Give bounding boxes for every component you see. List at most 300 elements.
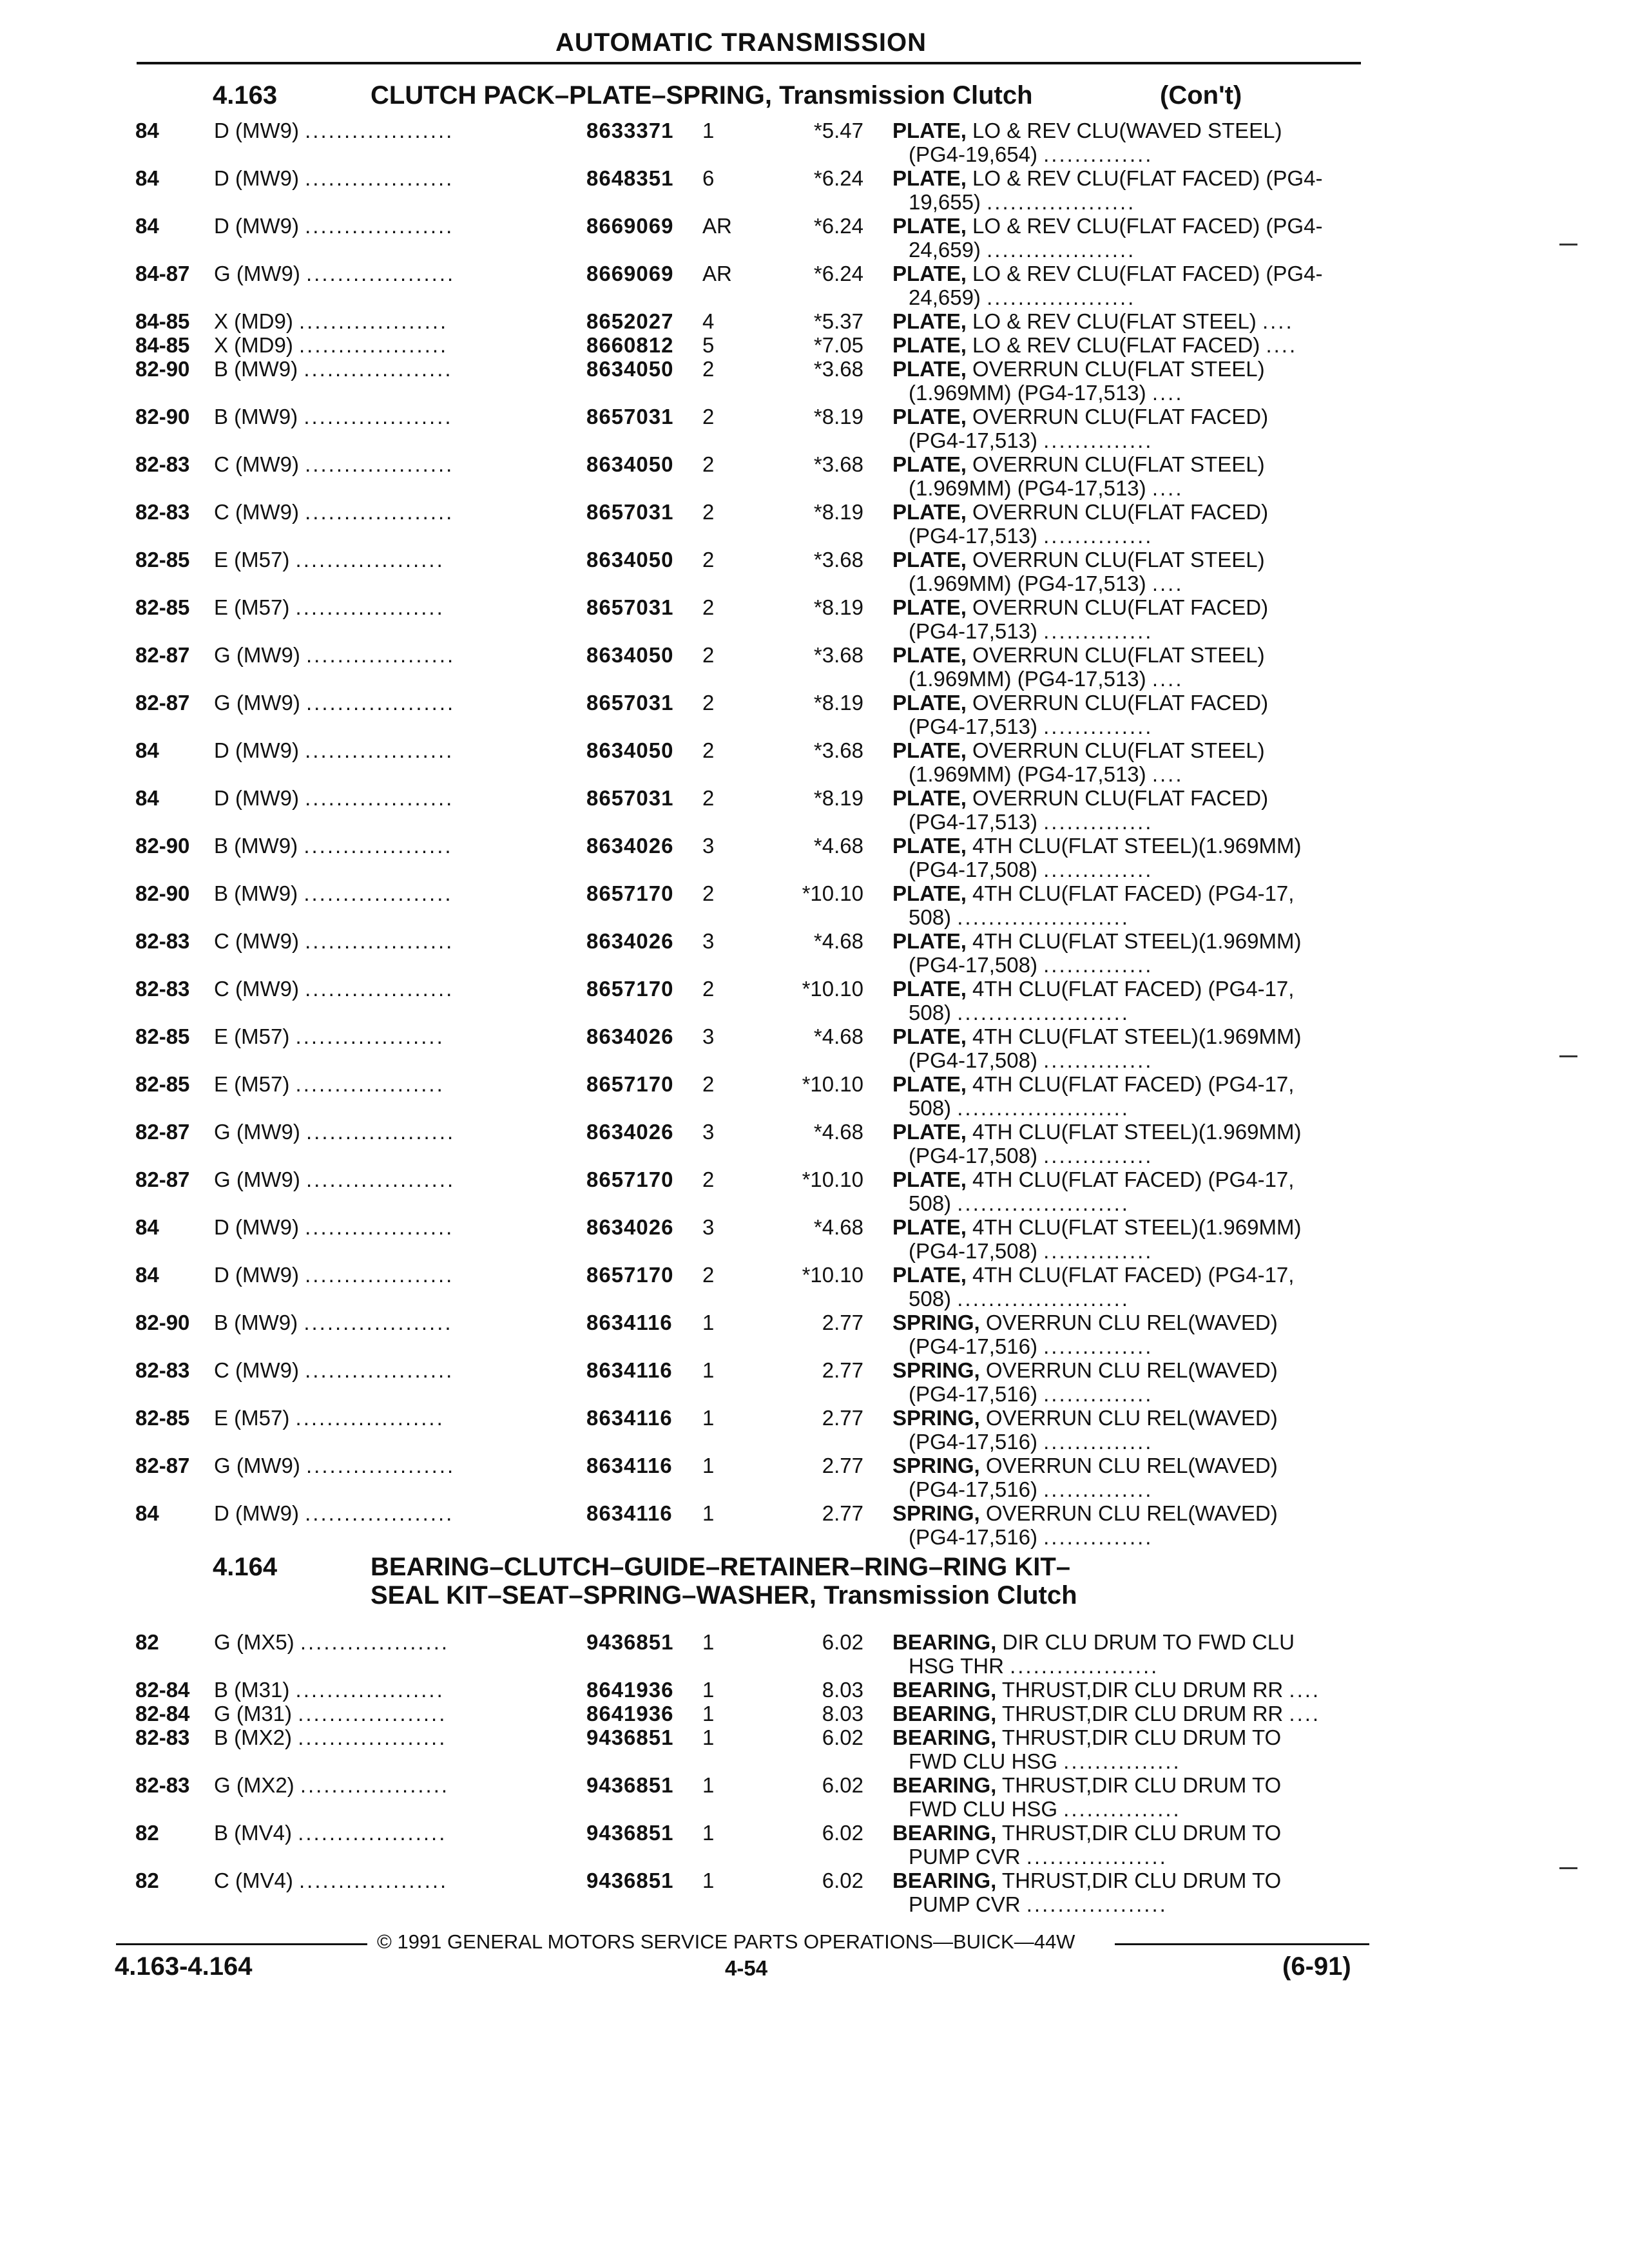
part-detail-cont: 24,659) xyxy=(909,285,981,309)
part-detail-cont: (PG4-17,508) xyxy=(909,1239,1037,1263)
table-row xyxy=(0,1773,1418,1821)
model-code xyxy=(214,834,453,858)
margin-mark xyxy=(1559,1055,1577,1057)
quantity: 2 xyxy=(702,500,715,524)
part-detail-cont: (PG4-17,513) xyxy=(909,715,1037,738)
model-code-text: B (MW9) xyxy=(214,881,298,905)
years: 82-85 xyxy=(135,595,190,619)
part-detail: THRUST,DIR CLU DRUM TO xyxy=(996,1773,1282,1797)
leader-dots: ................... xyxy=(305,1168,456,1191)
section-number: 4.164 xyxy=(213,1553,278,1581)
part-name: SPRING, xyxy=(892,1358,980,1382)
description-line-1 xyxy=(892,1358,1356,1382)
description-line-1 xyxy=(892,595,1356,619)
part-detail: OVERRUN CLU(FLAT FACED) xyxy=(966,405,1269,428)
part-name: PLATE, xyxy=(892,977,967,1001)
description-line-1 xyxy=(892,1024,1356,1048)
description-line-1 xyxy=(892,691,1356,715)
model-code-text: B (MW9) xyxy=(214,1311,298,1334)
model-code-text: C (MW9) xyxy=(214,977,299,1001)
price: *6.24 xyxy=(813,214,863,238)
model-code-text: G (MW9) xyxy=(214,1168,300,1191)
leader-dots: ................... xyxy=(1010,1654,1159,1678)
part-number: 8652027 xyxy=(586,309,674,333)
part-name: SPRING, xyxy=(892,1311,980,1334)
leader-dots: ................... xyxy=(298,1725,447,1749)
description-line-2 xyxy=(892,858,1356,881)
years: 82-87 xyxy=(135,1454,190,1477)
quantity: 3 xyxy=(702,834,715,858)
years: 84 xyxy=(135,1263,159,1287)
leader-dots: ................... xyxy=(305,1358,454,1382)
page-title: AUTOMATIC TRANSMISSION xyxy=(555,28,927,57)
years: 82 xyxy=(135,1630,159,1654)
part-detail-cont: PUMP CVR xyxy=(909,1892,1021,1916)
quantity: 1 xyxy=(702,1702,715,1725)
part-number: 8669069 xyxy=(586,262,674,285)
years: 82-83 xyxy=(135,1725,190,1749)
part-name: PLATE, xyxy=(892,834,967,858)
part-name: PLATE, xyxy=(892,166,967,190)
quantity: 6 xyxy=(702,166,715,190)
leader-dots: .............. xyxy=(1043,619,1153,643)
part-number: 8657170 xyxy=(586,881,674,905)
leader-dots: ...................... xyxy=(957,1191,1130,1215)
description-line-1 xyxy=(892,1702,1356,1725)
price: *7.05 xyxy=(813,333,863,357)
years: 84-87 xyxy=(135,262,190,285)
description-line-2 xyxy=(892,1654,1356,1678)
description-line-2 xyxy=(892,238,1356,262)
table-row xyxy=(0,166,1418,214)
model-code xyxy=(214,262,455,285)
description xyxy=(892,405,1356,452)
description xyxy=(892,1454,1356,1501)
part-detail-cont: (1.969MM) (PG4-17,513) xyxy=(909,476,1146,500)
quantity: 1 xyxy=(702,1358,715,1382)
model-code-text: E (M57) xyxy=(214,1072,290,1096)
leader-dots: ................... xyxy=(305,1120,456,1144)
table-row xyxy=(0,1678,1418,1702)
leader-dots: ................... xyxy=(299,333,448,357)
part-name: PLATE, xyxy=(892,1072,967,1096)
description-line-2 xyxy=(892,1797,1356,1821)
leader-dots: ...................... xyxy=(957,1096,1130,1120)
part-detail: OVERRUN CLU(FLAT STEEL) xyxy=(966,357,1265,381)
description xyxy=(892,977,1356,1024)
description-line-2 xyxy=(892,1892,1356,1916)
description xyxy=(892,333,1356,357)
quantity: 1 xyxy=(702,1725,715,1749)
model-code-text: X (MD9) xyxy=(214,333,293,357)
price: *10.10 xyxy=(802,881,863,905)
part-name: BEARING, xyxy=(892,1821,997,1845)
model-code xyxy=(214,357,453,381)
price: *4.68 xyxy=(813,1024,863,1048)
part-number: 8634050 xyxy=(586,548,674,572)
model-code xyxy=(214,1501,454,1525)
part-number: 8657031 xyxy=(586,691,674,715)
section-title: CLUTCH PACK–PLATE–SPRING, Transmission Clutch xyxy=(371,81,1033,110)
footer-rule-left xyxy=(116,1943,367,1945)
model-code-text: B (MX2) xyxy=(214,1725,293,1749)
part-name: SPRING, xyxy=(892,1406,980,1430)
table-row xyxy=(0,1501,1418,1549)
leader-dots: ................... xyxy=(305,1215,454,1239)
model-code-text: D (MW9) xyxy=(214,1501,299,1525)
part-detail: LO & REV CLU(FLAT FACED) (PG4- xyxy=(966,214,1323,238)
model-code xyxy=(214,1263,454,1287)
price: 2.77 xyxy=(822,1358,863,1382)
quantity: 2 xyxy=(702,881,715,905)
table-row xyxy=(0,929,1418,977)
description-line-1 xyxy=(892,929,1356,953)
part-detail: 4TH CLU(FLAT STEEL)(1.969MM) xyxy=(966,1120,1302,1144)
part-number: 8634026 xyxy=(586,929,674,953)
leader-dots: ................... xyxy=(305,500,454,524)
years: 82-83 xyxy=(135,1358,190,1382)
description xyxy=(892,881,1356,929)
price: 2.77 xyxy=(822,1501,863,1525)
part-detail: 4TH CLU(FLAT FACED) (PG4-17, xyxy=(966,1072,1295,1096)
description-line-1 xyxy=(892,1072,1356,1096)
leader-dots: ................... xyxy=(295,548,445,572)
model-code-text: X (MD9) xyxy=(214,309,293,333)
description-line-2 xyxy=(892,1287,1356,1311)
table-row xyxy=(0,1024,1418,1072)
part-detail-cont: (PG4-17,513) xyxy=(909,619,1037,643)
description xyxy=(892,1120,1356,1168)
quantity: 1 xyxy=(702,1630,715,1654)
description xyxy=(892,691,1356,738)
section-number: 4.163 xyxy=(213,81,278,110)
quantity: 2 xyxy=(702,405,715,428)
description-line-1 xyxy=(892,1725,1356,1749)
part-detail: THRUST,DIR CLU DRUM TO xyxy=(996,1821,1282,1845)
model-code-text: B (MW9) xyxy=(214,405,298,428)
description-line-1 xyxy=(892,405,1356,428)
table-row xyxy=(0,1454,1418,1501)
model-code xyxy=(214,1072,445,1096)
price: 8.03 xyxy=(822,1702,863,1725)
leader-dots: .............. xyxy=(1043,142,1153,166)
leader-dots: ................... xyxy=(300,1630,450,1654)
model-code xyxy=(214,1311,453,1334)
price: *3.68 xyxy=(813,643,863,667)
part-name: PLATE, xyxy=(892,548,967,572)
model-code-text: E (M57) xyxy=(214,548,290,572)
quantity: 1 xyxy=(702,1501,715,1525)
leader-dots: .............. xyxy=(1043,1430,1153,1454)
years: 82-90 xyxy=(135,405,190,428)
description-line-2 xyxy=(892,1096,1356,1120)
price: *10.10 xyxy=(802,1263,863,1287)
part-detail: OVERRUN CLU REL(WAVED) xyxy=(979,1311,1278,1334)
years: 82-85 xyxy=(135,1024,190,1048)
part-detail-cont: FWD CLU HSG xyxy=(909,1797,1057,1821)
part-number: 8633371 xyxy=(586,119,674,142)
price: 6.02 xyxy=(822,1630,863,1654)
part-detail: OVERRUN CLU REL(WAVED) xyxy=(979,1454,1278,1477)
table-row xyxy=(0,1120,1418,1168)
description xyxy=(892,1773,1356,1821)
price: 6.02 xyxy=(822,1773,863,1797)
part-detail: 4TH CLU(FLAT FACED) (PG4-17, xyxy=(966,1263,1295,1287)
quantity: 2 xyxy=(702,1168,715,1191)
table-row xyxy=(0,1869,1418,1916)
part-name: PLATE, xyxy=(892,405,967,428)
footer-rule-right xyxy=(1115,1943,1369,1945)
years: 82-85 xyxy=(135,1072,190,1096)
quantity: 2 xyxy=(702,786,715,810)
model-code xyxy=(214,595,445,619)
years: 84 xyxy=(135,738,159,762)
price: *10.10 xyxy=(802,977,863,1001)
leader-dots: ................... xyxy=(298,1702,447,1725)
years: 84 xyxy=(135,1215,159,1239)
model-code-text: D (MW9) xyxy=(214,166,299,190)
part-name: PLATE, xyxy=(892,214,967,238)
description xyxy=(892,1024,1356,1072)
leader-dots: ...................... xyxy=(957,1001,1130,1024)
model-code-text: C (MW9) xyxy=(214,929,299,953)
part-name: PLATE, xyxy=(892,881,967,905)
leader-dots: ................... xyxy=(305,452,454,476)
part-detail-cont: 508) xyxy=(909,1001,952,1024)
part-name: PLATE, xyxy=(892,357,967,381)
part-detail-cont: HSG THR xyxy=(909,1654,1004,1678)
model-code-text: G (MX5) xyxy=(214,1630,294,1654)
part-detail-cont: 508) xyxy=(909,1191,952,1215)
table-row xyxy=(0,977,1418,1024)
description-line-1 xyxy=(892,262,1356,285)
leader-dots: .............. xyxy=(1043,524,1153,548)
leader-dots: ................... xyxy=(305,691,456,715)
part-number: 8634116 xyxy=(586,1358,673,1382)
table-row xyxy=(0,1215,1418,1263)
part-detail-cont: (PG4-17,508) xyxy=(909,1048,1037,1072)
leader-dots: .............. xyxy=(1043,1334,1153,1358)
footer-page-number: 4-54 xyxy=(725,1956,768,1980)
part-detail: 4TH CLU(FLAT STEEL)(1.969MM) xyxy=(966,1215,1302,1239)
part-detail: LO & REV CLU(FLAT FACED) (PG4- xyxy=(966,166,1323,190)
description-line-2 xyxy=(892,762,1356,786)
leader-dots: ................... xyxy=(305,929,454,953)
part-name: PLATE, xyxy=(892,452,967,476)
leader-dots: .... xyxy=(1152,762,1184,786)
description xyxy=(892,643,1356,691)
price: 2.77 xyxy=(822,1454,863,1477)
part-detail: OVERRUN CLU REL(WAVED) xyxy=(979,1406,1278,1430)
table-row xyxy=(0,1630,1418,1678)
leader-dots: .................. xyxy=(1026,1845,1168,1869)
part-number: 8641936 xyxy=(586,1702,674,1725)
table-row xyxy=(0,1168,1418,1215)
description xyxy=(892,1678,1356,1702)
price: *3.68 xyxy=(813,738,863,762)
leader-dots: ................... xyxy=(305,1454,456,1477)
model-code xyxy=(214,1678,445,1702)
years: 84 xyxy=(135,786,159,810)
quantity: 2 xyxy=(702,738,715,762)
part-detail-cont: (1.969MM) (PG4-17,513) xyxy=(909,381,1146,405)
leader-dots: ................... xyxy=(305,643,456,667)
leader-dots: ............... xyxy=(1063,1797,1181,1821)
years: 82-83 xyxy=(135,977,190,1001)
part-detail-cont: FWD CLU HSG xyxy=(909,1749,1057,1773)
description-line-2 xyxy=(892,1845,1356,1869)
description-line-2 xyxy=(892,1525,1356,1549)
model-code xyxy=(214,786,454,810)
leader-dots: ............... xyxy=(1063,1749,1181,1773)
model-code xyxy=(214,500,454,524)
part-number: 8657170 xyxy=(586,1168,674,1191)
description-line-2 xyxy=(892,953,1356,977)
leader-dots: ................... xyxy=(305,214,454,238)
part-detail-cont: (1.969MM) (PG4-17,513) xyxy=(909,667,1146,691)
description xyxy=(892,834,1356,881)
part-detail-cont: 508) xyxy=(909,1096,952,1120)
part-name: BEARING, xyxy=(892,1773,997,1797)
part-detail: OVERRUN CLU REL(WAVED) xyxy=(979,1358,1278,1382)
description-line-1 xyxy=(892,881,1356,905)
model-code-text: G (MW9) xyxy=(214,1454,300,1477)
part-name: BEARING, xyxy=(892,1702,997,1725)
section-title-line-2: SEAL KIT–SEAT–SPRING–WASHER, Transmission Clutch xyxy=(371,1581,1077,1610)
table-row xyxy=(0,1406,1418,1454)
part-detail-cont: PUMP CVR xyxy=(909,1845,1021,1869)
model-code xyxy=(214,881,453,905)
footer-section-range: 4.163-4.164 xyxy=(115,1952,253,1981)
part-detail-cont: (1.969MM) (PG4-17,513) xyxy=(909,762,1146,786)
description-line-2 xyxy=(892,1001,1356,1024)
quantity: 3 xyxy=(702,1215,715,1239)
part-name: PLATE, xyxy=(892,119,967,142)
description-line-1 xyxy=(892,643,1356,667)
part-detail-cont: (1.969MM) (PG4-17,513) xyxy=(909,572,1146,595)
leader-dots: ................... xyxy=(305,1501,454,1525)
leader-dots: .................. xyxy=(1026,1892,1168,1916)
model-code-text: C (MV4) xyxy=(214,1869,293,1892)
footer-copyright: © 1991 GENERAL MOTORS SERVICE PARTS OPERATIONS—BUICK—44W xyxy=(377,1930,1075,1953)
description-line-2 xyxy=(892,572,1356,595)
description-line-2 xyxy=(892,142,1356,166)
part-name: PLATE, xyxy=(892,786,967,810)
part-number: 9436851 xyxy=(586,1869,674,1892)
quantity: 2 xyxy=(702,977,715,1001)
description-line-2 xyxy=(892,619,1356,643)
model-code xyxy=(214,1024,445,1048)
part-detail: 4TH CLU(FLAT STEEL)(1.969MM) xyxy=(966,834,1302,858)
part-number: 8657170 xyxy=(586,977,674,1001)
years: 82-84 xyxy=(135,1702,190,1725)
part-number: 8657031 xyxy=(586,786,674,810)
part-number: 8657031 xyxy=(586,500,674,524)
leader-dots: .............. xyxy=(1043,715,1153,738)
part-number: 8641936 xyxy=(586,1678,674,1702)
description xyxy=(892,1215,1356,1263)
model-code xyxy=(214,929,454,953)
price: 8.03 xyxy=(822,1678,863,1702)
part-number: 8634116 xyxy=(586,1501,673,1525)
section-title-line-1: BEARING–CLUTCH–GUIDE–RETAINER–RING–RING KIT– xyxy=(371,1553,1071,1581)
description-line-2 xyxy=(892,1334,1356,1358)
description-line-2 xyxy=(892,1144,1356,1168)
years: 82-87 xyxy=(135,691,190,715)
years: 82-85 xyxy=(135,1406,190,1430)
description-line-2 xyxy=(892,1477,1356,1501)
description-line-1 xyxy=(892,1630,1356,1654)
description xyxy=(892,1311,1356,1358)
part-detail: OVERRUN CLU(FLAT FACED) xyxy=(966,500,1269,524)
leader-dots: ................... xyxy=(299,1869,448,1892)
model-code-text: B (MV4) xyxy=(214,1821,293,1845)
description xyxy=(892,309,1356,333)
table-row xyxy=(0,1702,1418,1725)
leader-dots: ................... xyxy=(295,1406,445,1430)
model-code-text: D (MW9) xyxy=(214,214,299,238)
description xyxy=(892,262,1356,309)
price: 6.02 xyxy=(822,1869,863,1892)
model-code xyxy=(214,1725,447,1749)
part-detail: 4TH CLU(FLAT STEEL)(1.969MM) xyxy=(966,1024,1302,1048)
model-code-text: C (MW9) xyxy=(214,452,299,476)
model-code-text: E (M57) xyxy=(214,1024,290,1048)
description xyxy=(892,1358,1356,1406)
model-code xyxy=(214,738,454,762)
model-code-text: D (MW9) xyxy=(214,1263,299,1287)
years: 82-87 xyxy=(135,1168,190,1191)
description xyxy=(892,929,1356,977)
part-detail-cont: (PG4-17,508) xyxy=(909,953,1037,977)
quantity: 1 xyxy=(702,119,715,142)
description-line-2 xyxy=(892,381,1356,405)
model-code-text: E (M57) xyxy=(214,595,290,619)
leader-dots: .............. xyxy=(1043,428,1153,452)
model-code xyxy=(214,548,445,572)
model-code-text: G (MW9) xyxy=(214,1120,300,1144)
price: *3.68 xyxy=(813,548,863,572)
leader-dots: ................... xyxy=(304,881,453,905)
part-detail: LO & REV CLU(FLAT FACED) (PG4- xyxy=(966,262,1323,285)
table-row xyxy=(0,357,1418,405)
part-number: 8657031 xyxy=(586,595,674,619)
part-detail: 4TH CLU(FLAT FACED) (PG4-17, xyxy=(966,1168,1295,1191)
years: 82-83 xyxy=(135,1773,190,1797)
part-number: 8634026 xyxy=(586,834,674,858)
description-line-1 xyxy=(892,1120,1356,1144)
description-line-1 xyxy=(892,1263,1356,1287)
years: 82-90 xyxy=(135,1311,190,1334)
description xyxy=(892,1168,1356,1215)
part-detail-cont: (PG4-17,516) xyxy=(909,1525,1037,1549)
quantity: 3 xyxy=(702,1024,715,1048)
description xyxy=(892,1406,1356,1454)
description xyxy=(892,1072,1356,1120)
description-line-1 xyxy=(892,1454,1356,1477)
model-code-text: B (MW9) xyxy=(214,357,298,381)
part-name: PLATE, xyxy=(892,309,967,333)
part-number: 8634026 xyxy=(586,1215,674,1239)
model-code xyxy=(214,1869,448,1892)
description-line-1 xyxy=(892,548,1356,572)
leader-dots: ................... xyxy=(295,1072,445,1096)
years: 82-83 xyxy=(135,929,190,953)
leader-dots: ................... xyxy=(305,977,454,1001)
years: 82-90 xyxy=(135,881,190,905)
leader-dots: ...................... xyxy=(957,1287,1130,1311)
part-name: PLATE, xyxy=(892,691,967,715)
